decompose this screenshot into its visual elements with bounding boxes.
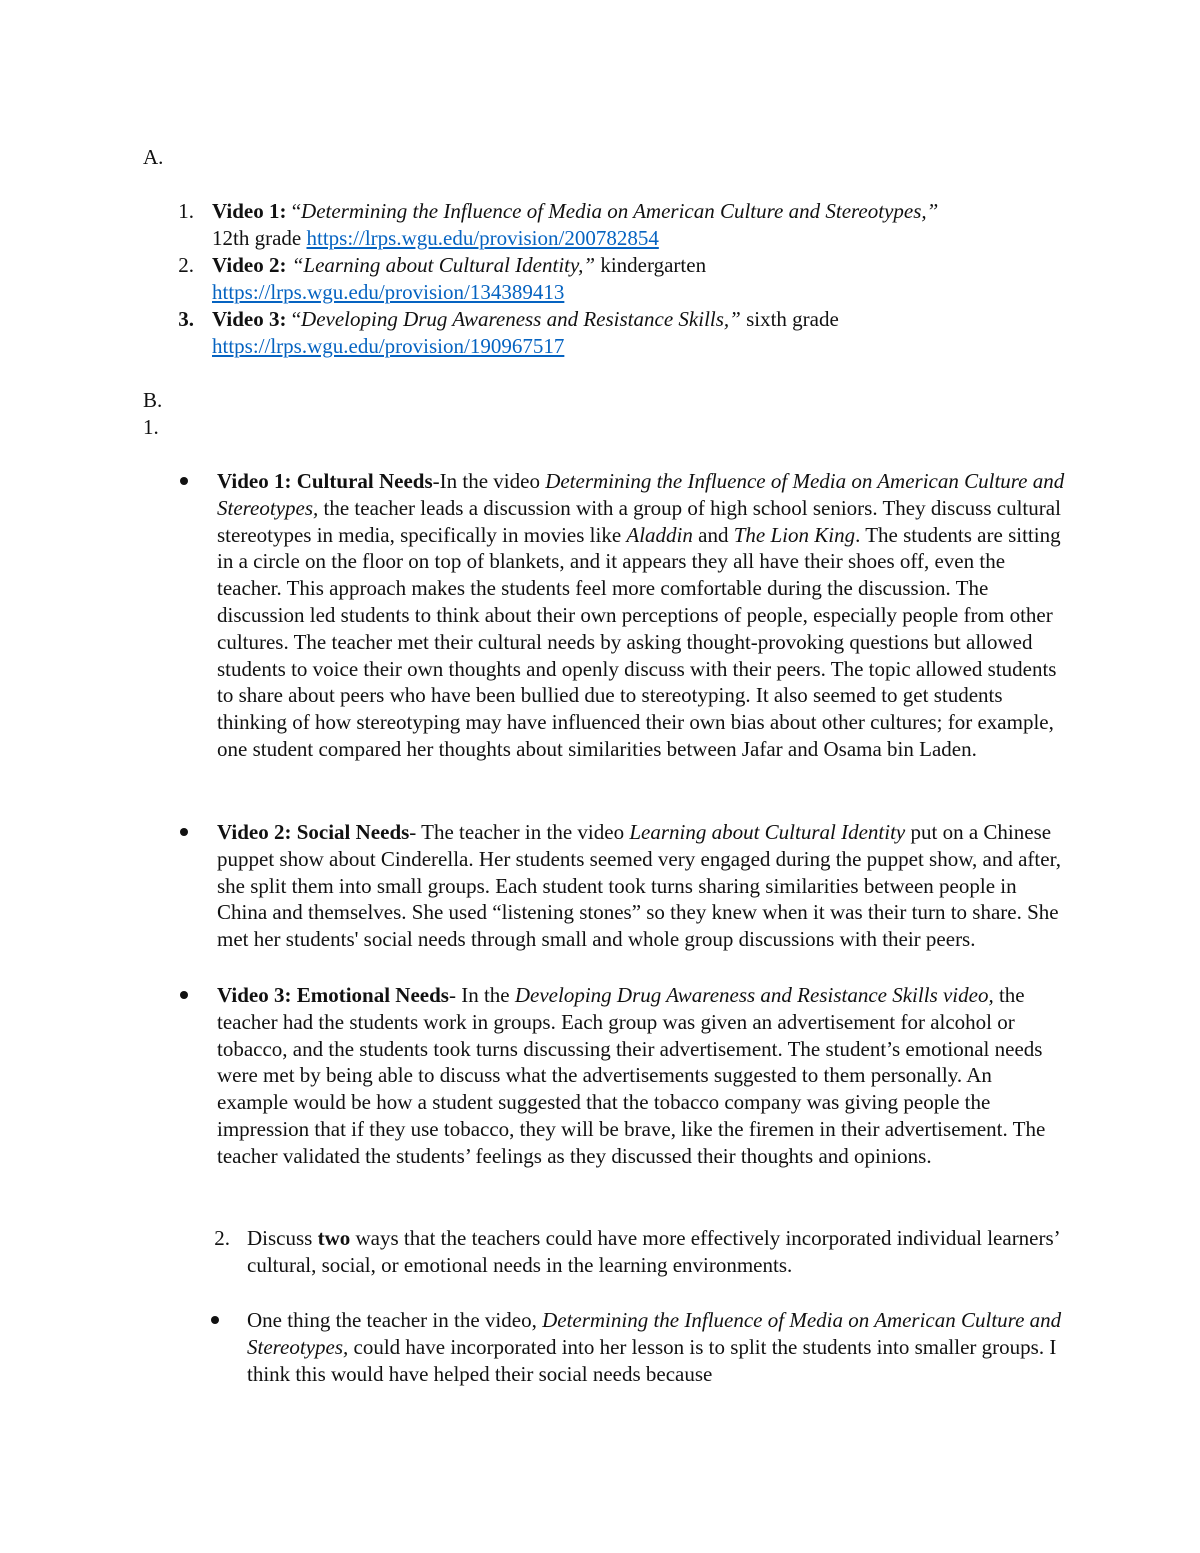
video-title: Determining the Influence of Media on American Culture and Stereotypes,”	[301, 199, 939, 223]
section-b-label: B.	[143, 388, 163, 412]
list-item-video-3: Video 3: “Developing Drug Awareness and Resistance Skills,” sixth grade https://lrps.wgu.edu/provision/190967517	[212, 307, 839, 358]
section-b-sub-label: 1.	[143, 415, 159, 439]
video-1-link[interactable]: https://lrps.wgu.edu/provision/200782854	[306, 225, 659, 250]
list-item-video-1: Video 1: “Determining the Influence of Media on American Culture and Stereotypes,” 12th grade https://lrps.wgu.edu/provision/200782854	[212, 199, 939, 250]
bullet-video-1-cultural-needs: Video 1: Cultural Needs-In the video Determining the Influence of Media on American Culture and Stereotypes, the teacher leads a discussion with a group of high school seniors. They discuss cultural stereotypes in media, specifically in movies like Aladdin and The Lion King. The students are sitting in a circle on the floor on top of blankets, and it appears they all have their shoes off, even the teacher. This approach makes the students feel more comfortable during the discussion. The discussion led students to think about their own perceptions of people, especially people from other cultures. The teacher met their cultural needs by asking thought-provoking questions but allowed students to voice their own thoughts and openly discuss with their peers. The topic allowed students to share about peers who have been bullied due to stereotyping. It also seemed to get students thinking of how stereotyping may have influenced their own bias about other cultures; for example, one student compared her thoughts about similarities between Jafar and Osama bin Laden.	[217, 469, 1065, 761]
video-title: “Learning about Cultural Identity,”	[291, 253, 596, 277]
list-item-video-2	[212, 252, 1092, 306]
list-number: 2.	[178, 253, 194, 277]
bullet-video-3-emotional-needs: Video 3: Emotional Needs- In the Developing Drug Awareness and Resistance Skills video, the teacher had the students work in groups. Each group was given an advertisement for alcohol or tobacco, and the students took turns discussing their advertisement. The student’s emotional needs were met by being able to discuss what the advertisements suggested to them personally. An example would be how a student suggested that the tobacco company was giving people the impression that if they use tobacco, they will be brave, like the firemen in their advertisement. The teacher validated the students’ feelings as they discussed their thoughts and opinions.	[217, 983, 1046, 1168]
bullet-dot	[211, 1316, 219, 1324]
grade-text: sixth grade	[740, 307, 839, 331]
list-number: 3.	[178, 307, 194, 331]
video-label: Video 1:	[212, 199, 287, 223]
bullet-heading: Video 2: Social Needs	[217, 820, 410, 844]
grade-text: 12th grade	[212, 225, 307, 250]
answer-bullet: One thing the teacher in the video, Determining the Influence of Media on American Culture and Stereotypes, could have incorporated into her lesson is to split the students into smaller groups. I think this would have helped their social needs because	[247, 1308, 1062, 1386]
bullet-heading: Video 1: Cultural Needs	[217, 469, 433, 493]
video-3-link[interactable]: https://lrps.wgu.edu/provision/190967517	[212, 333, 565, 358]
video-label: Video 2:	[212, 253, 287, 277]
bullet-dot	[180, 477, 188, 485]
video-title: Developing Drug Awareness and Resistance Skills,”	[301, 307, 741, 331]
bullet-heading: Video 3: Emotional Needs	[217, 983, 449, 1007]
bullet-video-2-social-needs: Video 2: Social Needs- The teacher in the video Learning about Cultural Identity put on a Chinese puppet show about Cinderella. Her students seemed very engaged during the puppet show, and after, she split them into small groups. Each student took turns sharing similarities between people in China and themselves. She used “listening stones” so they knew when it was their turn to share. She met her students' social needs through small and whole group discussions with their peers.	[217, 820, 1061, 952]
grade-text: kindergarten	[595, 253, 707, 277]
video-2-link[interactable]: https://lrps.wgu.edu/provision/134389413	[212, 279, 565, 304]
list-number: 1.	[178, 199, 194, 223]
question-number: 2.	[214, 1226, 230, 1250]
bullet-dot	[180, 991, 188, 999]
section-a-label: A.	[143, 145, 164, 169]
bullet-dot	[180, 828, 188, 836]
video-label: Video 3:	[212, 307, 287, 331]
question-2: Discuss two ways that the teachers could have more effectively incorporated individual learners’ cultural, social, or emotional needs in the learning environments.	[247, 1226, 1060, 1277]
